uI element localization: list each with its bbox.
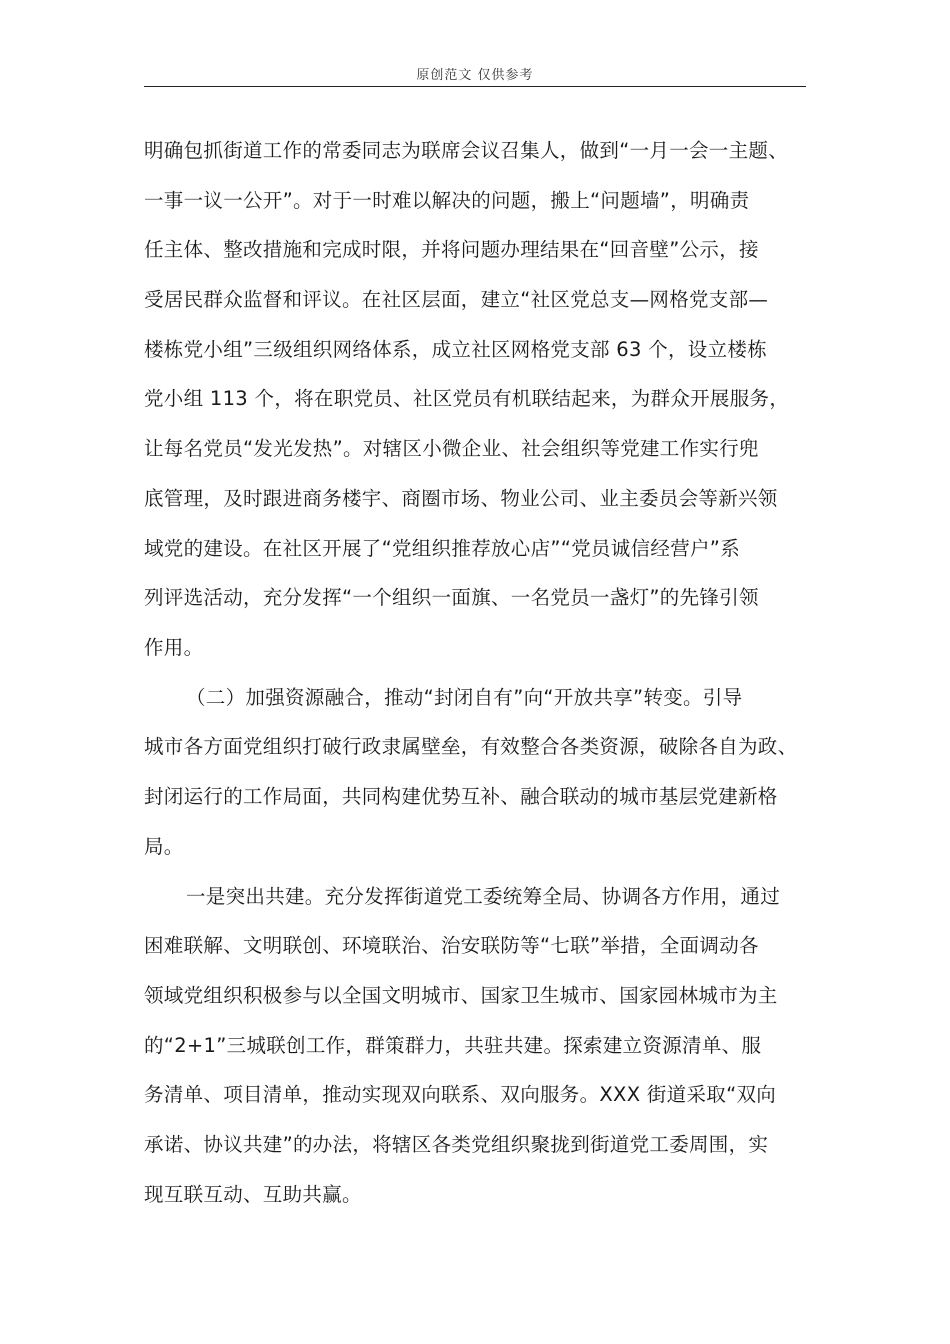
text-line: 封闭运行的工作局面，共同构建优势互补、融合联动的城市基层党建新格 bbox=[144, 785, 778, 808]
text-line: 域党的建设。在社区开展了“党组织推荐放心店”“党员诚信经营户”系 bbox=[144, 537, 741, 560]
text-line: 受居民群众监督和评议。在社区层面，建立“社区党总支—网格党支部— bbox=[144, 288, 769, 311]
text-line: 作用。 bbox=[144, 636, 204, 659]
text-line: 现互联互动、互助共赢。 bbox=[144, 1183, 362, 1206]
text-line: 明确包抓街道工作的常委同志为联席会议召集人，做到“一月一会一主题、 bbox=[144, 139, 789, 162]
text-line: 党小组 113 个，将在职党员、社区党员有机联结起来，为群众开展服务， bbox=[144, 387, 790, 410]
text-line: 领域党组织积极参与以全国文明城市、国家卫生城市、国家园林城市为主 bbox=[144, 984, 778, 1007]
text-line: 楼栋党小组”三级组织网络体系，成立社区网格党支部 63 个，设立楼栋 bbox=[144, 338, 768, 361]
text-line: 列评选活动，充分发挥“一个组织一面旗、一名党员一盏灯”的先锋引领 bbox=[144, 586, 759, 609]
text-line: 的“2+1”三城联创工作，群策群力，共驻共建。探索建立资源清单、服 bbox=[144, 1034, 762, 1057]
text-line: 底管理，及时跟进商务楼宇、商圈市场、物业公司、业主委员会等新兴领 bbox=[144, 487, 778, 510]
text-line: 让每名党员“发光发热”。对辖区小微企业、社会组织等党建工作实行兜 bbox=[144, 437, 759, 460]
text-line: 城市各方面党组织打破行政隶属壁垒，有效整合各类资源，破除各自为政、 bbox=[144, 735, 798, 758]
text-line: 局。 bbox=[144, 835, 184, 858]
page-header bbox=[144, 64, 806, 87]
text-line: 任主体、整改措施和完成时限，并将问题办理结果在“回音壁”公示，接 bbox=[144, 238, 759, 261]
text-line: 承诺、协议共建”的办法，将辖区各类党组织聚拢到街道党工委周围，实 bbox=[144, 1133, 769, 1156]
header-text: 原创范文 仅供参考 bbox=[416, 68, 534, 83]
text-line: 困难联解、文明联创、环境联治、治安联防等“七联”举措，全面调动各 bbox=[144, 934, 759, 957]
text-line: 务清单、项目清单，推动实现双向联系、双向服务。XXX 街道采取“双向 bbox=[144, 1083, 777, 1106]
text-line: 一事一议一公开”。对于一时难以解决的问题，搬上“问题墙”，明确责 bbox=[144, 189, 750, 212]
paragraph-start: 一是突出共建。充分发挥街道党工委统筹全局、协调各方作用，通过 bbox=[186, 885, 781, 908]
section-heading: （二）加强资源融合，推动“封闭自有”向“开放共享”转变。引导 bbox=[186, 686, 743, 709]
